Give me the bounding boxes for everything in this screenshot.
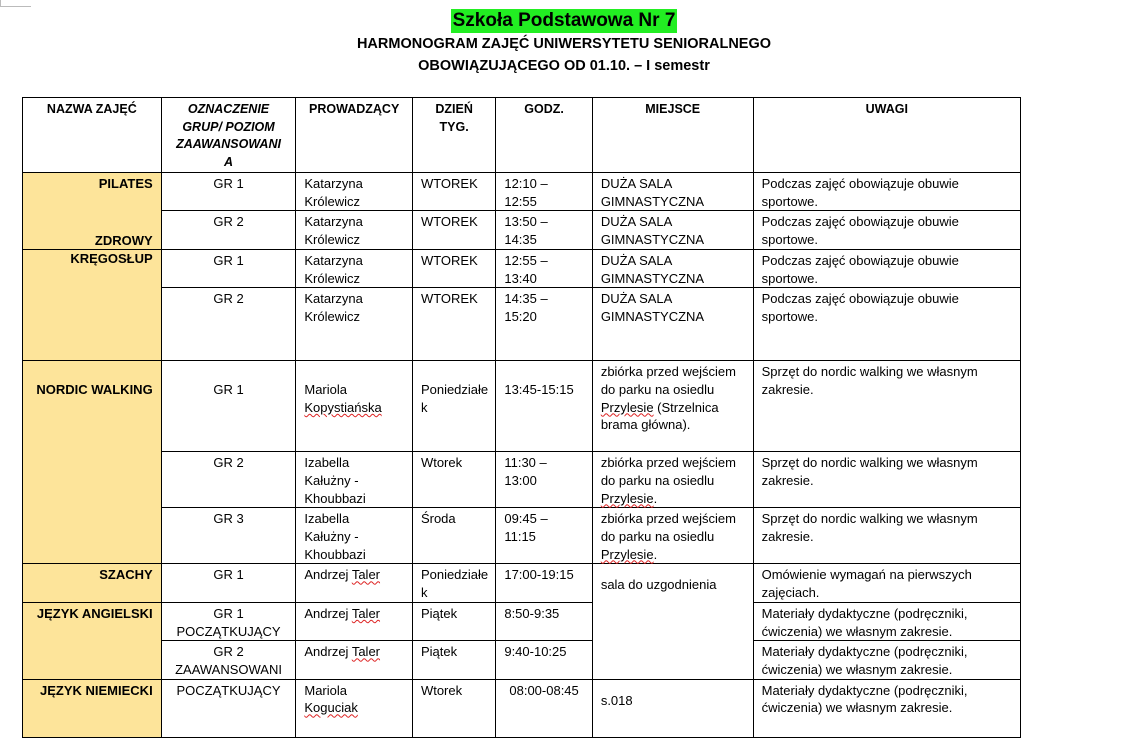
notes-cell: Podczas zajęć obowiązuje obuwie sportowe. [753,173,1020,211]
page-corner-mark [0,0,31,7]
day-cell: Piątek [412,641,495,679]
time-cell: 09:45 – 11:15 [496,508,592,564]
place-cell: sala do uzgodnienia [592,564,753,679]
day-cell: WTOREK [412,211,495,249]
notes-cell: Materiały dydaktyczne (podręczniki, ćwiczenia) we własnym zakresie. [753,641,1020,679]
time-cell: 17:00-19:15 [496,564,592,602]
col-header-teacher: PROWADZĄCY [296,98,413,173]
day-cell: Poniedziałe k [412,564,495,602]
time-cell: 08:00-08:45 [496,679,592,737]
subject-jezyk-niemiecki: JĘZYK NIEMIECKI [23,679,162,737]
group-cell: GR 2 [161,288,296,361]
day-cell: Poniedziałe k [412,361,495,452]
col-header-time: GODZ. [496,98,592,173]
school-name: Szkoła Podstawowa Nr 7 [452,10,676,31]
place-cell: zbiórka przed wejściem do parku na osiedlu Przylesie. [592,452,753,508]
place-cell: DUŻA SALA GIMNASTYCZNA [592,288,753,361]
table-row [23,564,1021,602]
notes-cell: Omówienie wymagań na pierwszych zajęciach. [753,564,1020,602]
group-cell: GR 1 POCZĄTKUJĄCY [161,602,296,640]
group-cell: GR 1 [161,249,296,287]
group-cell: POCZĄTKUJĄCY [161,679,296,737]
notes-cell: Materiały dydaktyczne (podręczniki, ćwiczenia) we własnym zakresie. [753,602,1020,640]
time-cell: 13:50 – 14:35 [496,211,592,249]
place-cell: zbiórka przed wejściem do parku na osiedlu Przylesie (Strzelnica brama główna). [592,361,753,452]
group-cell: GR 1 [161,361,296,452]
table-row [23,173,1021,211]
time-cell: 9:40-10:25 [496,641,592,679]
day-cell: Piątek [412,602,495,640]
group-cell: GR 2 [161,452,296,508]
col-header-notes: UWAGI [753,98,1020,173]
place-cell: DUŻA SALA GIMNASTYCZNA [592,173,753,211]
table-row [23,679,1021,737]
table-row [23,288,1021,361]
table-row [23,249,1021,287]
notes-cell: Sprzęt do nordic walking we własnym zakresie. [753,452,1020,508]
teacher-cell: Andrzej Taler [296,641,413,679]
header-row [23,98,1021,173]
schedule-table [22,97,1021,738]
col-header-place: MIEJSCE [592,98,753,173]
group-cell: GR 3 [161,508,296,564]
teacher-cell: Katarzyna Królewicz [296,211,413,249]
table-row [23,602,1021,640]
col-header-day: DZIEŃ TYG. [412,98,495,173]
time-cell: 12:10 – 12:55 [496,173,592,211]
table-row [23,211,1021,249]
notes-cell: Podczas zajęć obowiązuje obuwie sportowe. [753,288,1020,361]
place-cell: DUŻA SALA GIMNASTYCZNA [592,211,753,249]
notes-cell: Podczas zajęć obowiązuje obuwie sportowe. [753,249,1020,287]
schedule-subtitle: OBOWIĄZUJĄCEGO OD 01.10. – I semestr [418,58,710,74]
teacher-cell: Andrzej Taler [296,602,413,640]
day-cell: Wtorek [412,452,495,508]
group-cell: GR 2 [161,211,296,249]
time-cell: 13:45-15:15 [496,361,592,452]
subject-pilates: PILATES [23,173,162,250]
teacher-cell: Mariola Kopystiańska [296,361,413,452]
col-header-name: NAZWA ZAJĘĆ [23,98,162,173]
notes-cell: Podczas zajęć obowiązuje obuwie sportowe. [753,211,1020,249]
day-cell: Środa [412,508,495,564]
place-cell: DUŻA SALA GIMNASTYCZNA [592,249,753,287]
notes-cell: Materiały dydaktyczne (podręczniki, ćwiczenia) we własnym zakresie. [753,679,1020,737]
day-cell: Wtorek [412,679,495,737]
time-cell: 8:50-9:35 [496,602,592,640]
teacher-cell: Katarzyna Królewicz [296,249,413,287]
teacher-cell: Katarzyna Królewicz [296,288,413,361]
col-header-group: OZNACZENIE GRUP/ POZIOM ZAAWANSOWANI A [161,98,296,173]
time-cell: 12:55 – 13:40 [496,249,592,287]
subject-nordic-walking: NORDIC WALKING [23,361,162,564]
teacher-cell: Izabella Kałużny - Khoubbazi [296,452,413,508]
subject-jezyk-angielski: JĘZYK ANGIELSKI [23,602,162,679]
place-cell: zbiórka przed wejściem do parku na osiedlu Przylesie. [592,508,753,564]
table-row [23,508,1021,564]
notes-cell: Sprzęt do nordic walking we własnym zakresie. [753,361,1020,452]
day-cell: WTOREK [412,249,495,287]
place-cell: s.018 [592,679,753,737]
document-header [0,9,1128,77]
teacher-cell: Andrzej Taler [296,564,413,602]
group-cell: GR 1 [161,564,296,602]
teacher-cell: Izabella Kałużny - Khoubbazi [296,508,413,564]
day-cell: WTOREK [412,173,495,211]
subject-szachy: SZACHY [23,564,162,602]
group-cell: GR 1 [161,173,296,211]
table-row [23,452,1021,508]
schedule-title: HARMONOGRAM ZAJĘĆ UNIWERSYTETU SENIORALNEGO [356,36,772,52]
time-cell: 14:35 – 15:20 [496,288,592,361]
table-row [23,361,1021,452]
group-cell: GR 2 ZAAWANSOWANI [161,641,296,679]
teacher-cell: Katarzyna Królewicz [296,173,413,211]
day-cell: WTOREK [412,288,495,361]
subject-zdrowy-kregoslup: ZDROWY KRĘGOSŁUP [23,249,162,360]
teacher-cell: Mariola Koguciak [296,679,413,737]
time-cell: 11:30 – 13:00 [496,452,592,508]
notes-cell: Sprzęt do nordic walking we własnym zakresie. [753,508,1020,564]
table-row [23,641,1021,679]
